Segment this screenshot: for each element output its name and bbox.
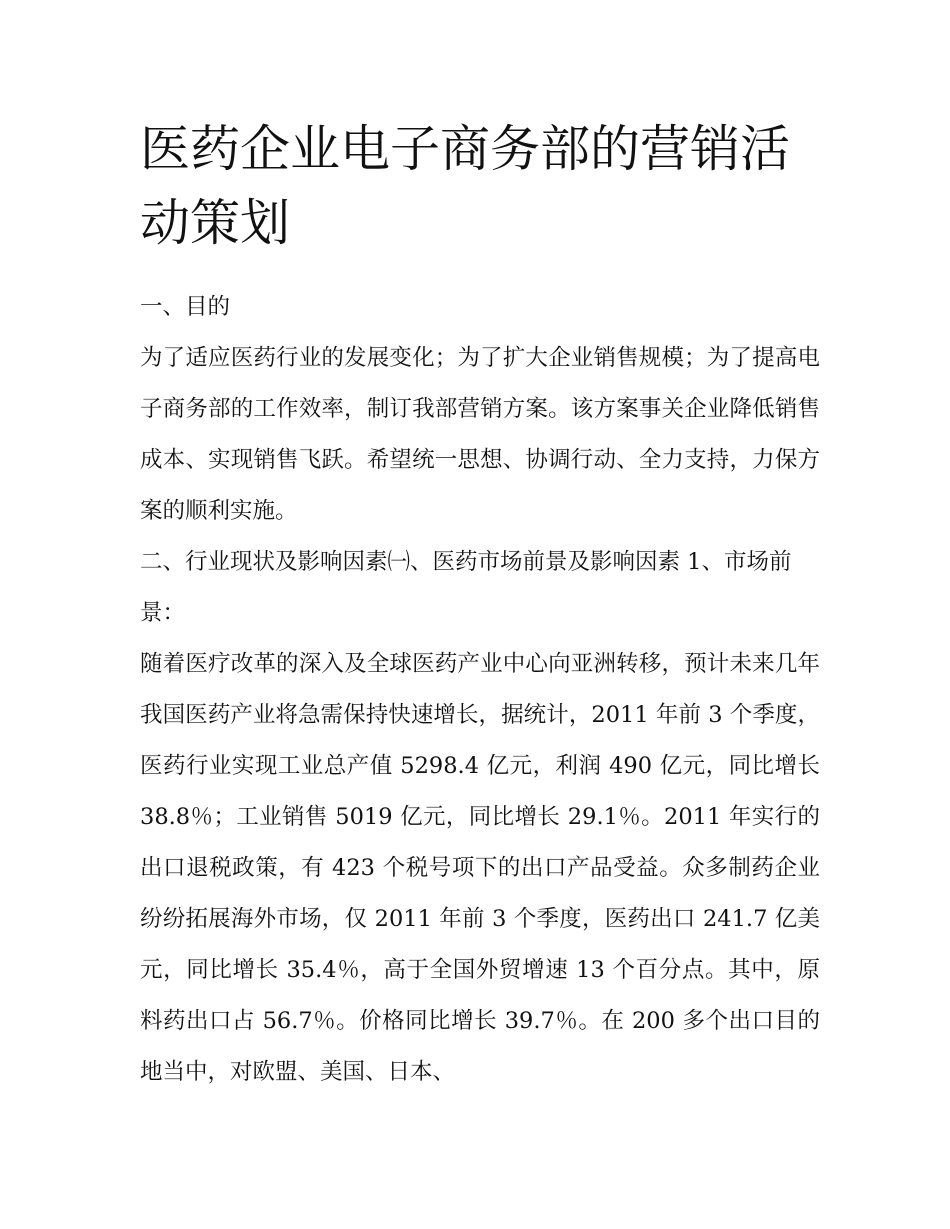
paragraph-market-outlook: 随着医疗改革的深入及全球医药产业中心向亚洲转移，预计未来几年我国医药产业将急需保持快速增长，据统计，2011 年前 3 个季度，医药行业实现工业总产值 5298.4 亿元，利润 490 亿元，同比增长 38.8％；工业销售 5019 亿元，同比增长 29.1％。2011 年实行的出口退税政策，有 423 个税号项下的出口产品受益。众多制药企业纷纷拓展海外市场，仅 2011 年前 3 个季度，医药出口 241.7 亿美元，同比增长 35.4％，高于全国外贸增速 13 个百分点。其中，原料药出口占 56.7％。价格同比增长 39.7％。在 200 多个出口目的地当中，对欧盟、美国、日本、	[140, 651, 820, 1085]
section-heading-industry-status: 二、行业现状及影响因素㈠、医药市场前景及影响因素 1、市场前景：	[140, 549, 792, 626]
document-body	[140, 282, 820, 1098]
document-page	[140, 112, 820, 1098]
section-heading-purpose: 一、目的	[140, 294, 231, 320]
paragraph-purpose: 为了适应医药行业的发展变化；为了扩大企业销售规模；为了提高电子商务部的工作效率，制订我部营销方案。该方案事关企业降低销售成本、实现销售飞跃。希望统一思想、协调行动、全力支持，力保方案的顺利实施。	[140, 345, 820, 524]
document-title: 医药企业电子商务部的营销活动策划	[140, 120, 790, 252]
